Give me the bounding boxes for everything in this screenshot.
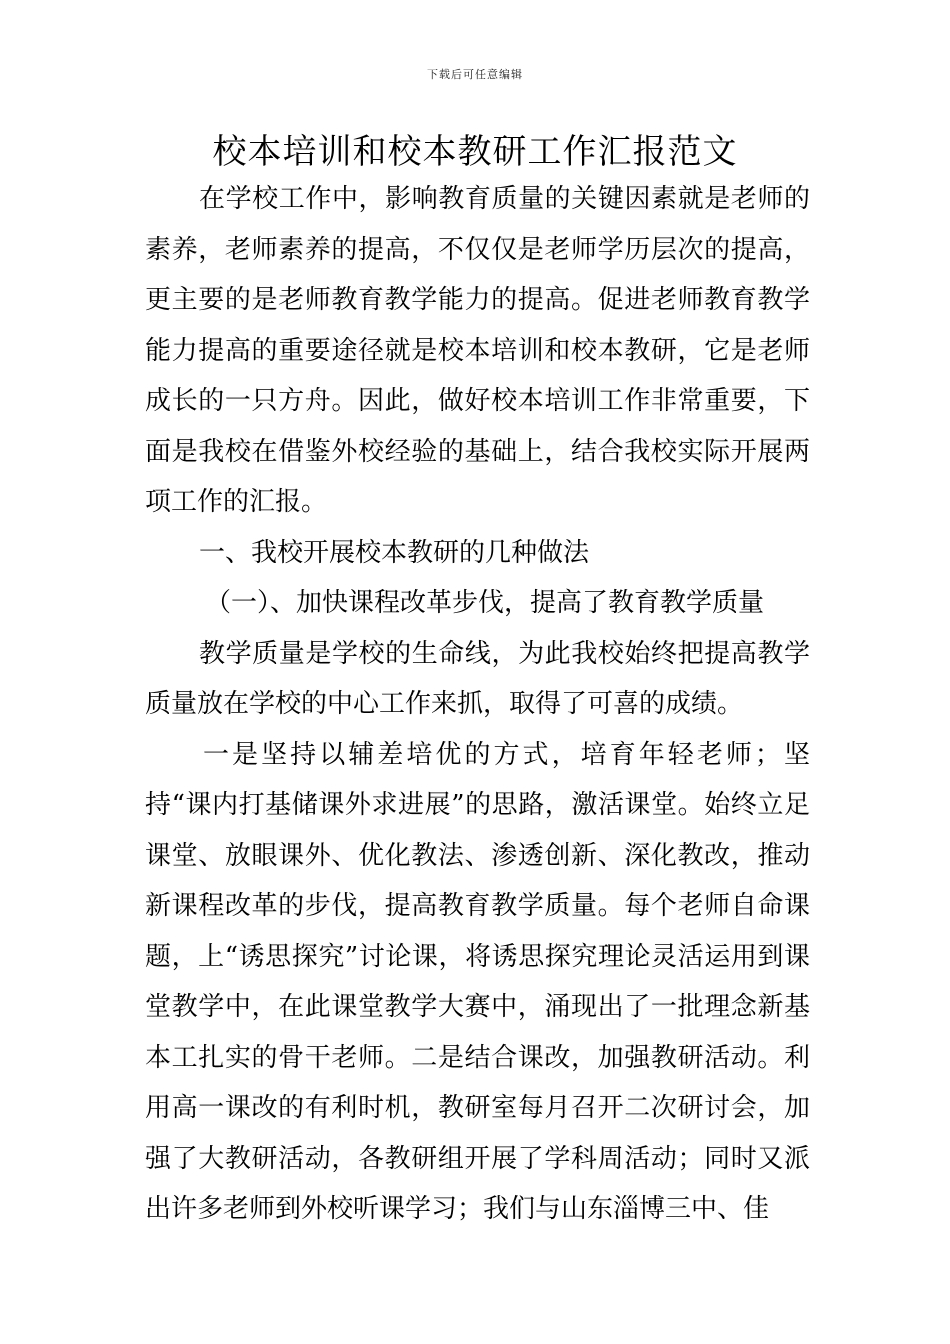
paragraph-quality: 教学质量是学校的生命线，为此我校始终把提高教学质量放在学校的中心工作来抓，取得了可喜的成绩。 — [145, 638, 810, 719]
document-title: 校本培训和校本教研工作汇报范文 — [212, 132, 738, 172]
section-heading-1: 一、我校开展校本教研的几种做法 — [199, 537, 590, 568]
subsection-heading-1: （一）、加快课程改革步伐，提高了教育教学质量 — [205, 588, 765, 618]
paragraph-intro: 在学校工作中，影响教育质量的关键因素就是老师的素养，老师素养的提高，不仅仅是老师学历层次的提高，更主要的是老师教育教学能力的提高。促进老师教育教学能力提高的重要途径就是校本培训和校本教研，它是老师成长的一只方舟。因此，做好校本培训工作非常重要，下面是我校在借鉴外校经验的基础上，结合我校实际开展两项工作的汇报。 — [145, 184, 810, 517]
paragraph-measures: 一是坚持以辅差培优的方式，培育年轻老师；坚持“课内打基储课外求进展”的思路，激活课堂。始终立足课堂、放眼课外、优化教法、渗透创新、深化教改，推动新课程改革的步伐，提高教育教学质量。每个老师自命课题，上“诱思探究”讨论课，将诱思探究理论灵活运用到课堂教学中，在此课堂教学大赛中，涌现出了一批理念新基本工扎实的骨干老师。二是结合课改，加强教研活动。利用高一课改的有利时机，教研室每月召开二次研讨会，加强了大教研活动，各教研组开展了学科周活动；同时又派出许多老师到外校听课学习；我们与山东淄博三中、佳 — [145, 739, 810, 1224]
header-note: 下载后可任意编辑 — [427, 68, 523, 81]
document-body — [145, 174, 810, 1235]
